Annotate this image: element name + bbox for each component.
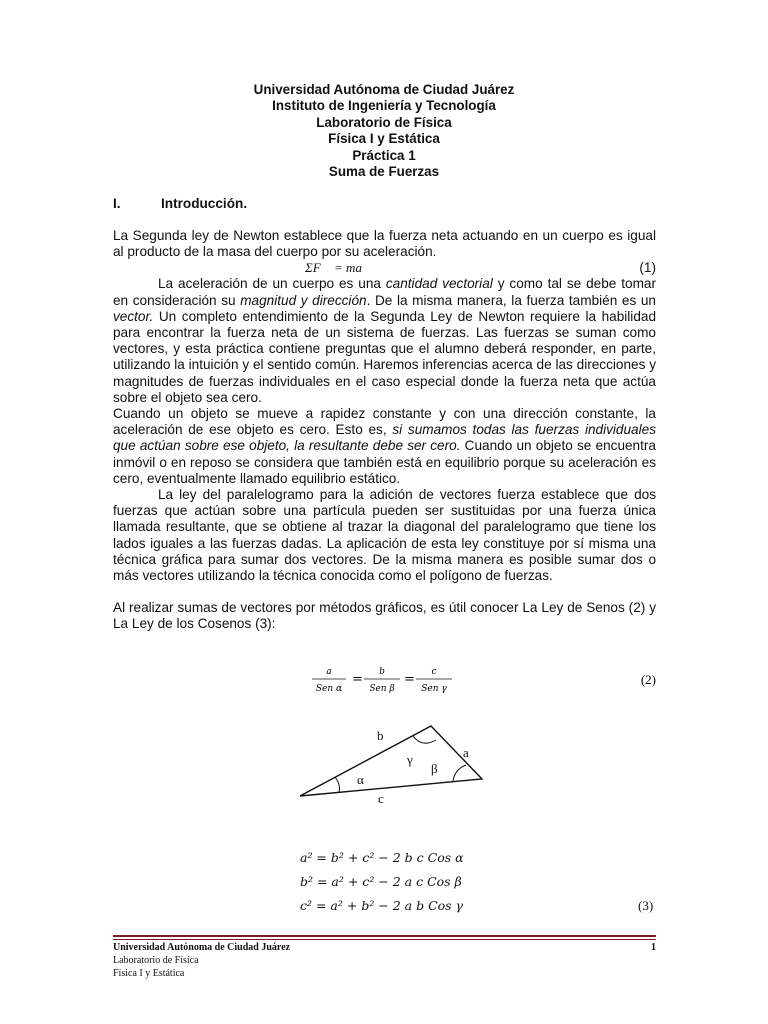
document-header (0, 82, 768, 180)
paragraph-equilibrium: Cuando un objeto se mueve a rapidez constante y con una dirección constante, la aceleración de ese objeto es cero. Esto es, si sumamos todas las fuerzas individuales que actúan sobre ese objeto, la resultante debe ser cero. Cuando un objeto se encuentra inmóvil o en reposo se considera que también está en equilibrio porque su aceleración es cero, eventualmente llamado equilibrio estático. (113, 406, 656, 486)
label-side-b: b (377, 728, 384, 743)
equation-1 (113, 260, 656, 276)
equation-3-number: (3) (638, 898, 654, 913)
eq2-num-a: a (326, 667, 332, 677)
angle-arc-gamma (413, 736, 436, 743)
practice-title: Suma de Fuerzas (328, 164, 440, 180)
cosine-law-b: b² = a² + c² − 2 a c Cos β (300, 874, 462, 889)
institute-name: Instituto de Ingeniería y Tecnología (272, 98, 496, 114)
lab-name: Laboratorio de Física (316, 114, 452, 130)
body-text-top (113, 228, 656, 633)
practice-number: Práctica 1 (352, 147, 416, 163)
equation-1-formula: ΣF⃗ = ma⃗ (305, 260, 373, 276)
paragraph-sine-cosine-laws: Al realizar sumas de vectores por métodos gráficos, es útil conocer La Ley de Senos (2) y La Ley de los Cosenos (3): (113, 600, 656, 632)
label-side-a: a (463, 745, 469, 760)
page-footer (113, 941, 656, 980)
label-beta: β (431, 761, 438, 776)
eq2-equals-2: = (404, 672, 415, 687)
university-name: Universidad Autónoma de Ciudad Juárez (253, 82, 515, 97)
label-alpha: α (357, 772, 364, 787)
footer-university: Universidad Autónoma de Ciudad Juárez (113, 942, 291, 953)
eq2-equals-1: = (352, 672, 363, 687)
page-number: 1 (651, 942, 656, 953)
paragraph-parallelogram-law: La ley del paralelogramo para la adición de vectores fuerza establece que dos fuerzas que actúan sobre una partícula pueden ser sustituidas por una fuerza única llamada resultante, que se obtiene al trazar la diagonal del paralelogramo que tiene los lados iguales a las fuerzas dadas. La aplicación de esta ley constituye por sí misma una técnica gráfica para sumar dos vectores. De la misma manera es posible sumar dos o más vectores utilizando la técnica conocida como el polígono de fuerzas. (113, 487, 656, 584)
equation-2-law-of-sines (300, 662, 660, 698)
triangle-shape (300, 726, 482, 796)
eq2-den-c: Sen γ (421, 684, 447, 694)
paragraph-newton-law: La Segunda ley de Newton establece que la fuerza neta actuando en un cuerpo es igual al producto de la masa del cuerpo por su aceleración. (113, 228, 656, 260)
eq2-num-c: c (431, 667, 437, 677)
cosine-law-a: a² = b² + c² − 2 b c Cos α (300, 850, 464, 865)
angle-arc-beta (453, 765, 466, 781)
paragraph-vector-quantity: La aceleración de un cuerpo es una cantidad vectorial y como tal se debe tomar en consideración su magnitud y dirección. De la misma manera, la fuerza también es un vector. Un completo entendimiento de la Segunda Ley de Newton requiere la habilidad para encontrar la fuerza neta de un sistema de fuerzas. Las fuerzas se suman como vectores, y esta práctica contiene preguntas que el alumno deberá responder, en parte, utilizando la intuición y el sentido común. Haremos inferencias acerca de las direcciones y magnitudes de fuerzas individuales en el caso especial donde la fuerza neta que actúa sobre el objeto sea cero. (113, 276, 656, 405)
footer-rule-thin (113, 939, 656, 940)
section-title: Introducción. (161, 196, 248, 211)
equation-2-number: (2) (640, 672, 656, 687)
eq2-num-b: b (379, 667, 385, 677)
eq2-den-b: Sen β (369, 684, 395, 694)
label-gamma: γ (407, 752, 413, 767)
equation-1-number: (1) (639, 260, 656, 276)
footer-lab: Laboratorio de Física (113, 955, 199, 966)
footer-rule-thick (113, 935, 656, 937)
triangle-diagram (290, 715, 500, 815)
section-heading (113, 196, 247, 211)
angle-arc-alpha (335, 777, 340, 792)
cosine-law-c: c² = a² + b² − 2 a b Cos γ (300, 898, 464, 913)
label-side-c: c (378, 791, 384, 806)
section-number: I. (113, 196, 121, 211)
eq2-den-a: Sen α (315, 684, 343, 694)
footer-course: Física I y Estática (113, 968, 185, 979)
course-name: Física I y Estática (328, 131, 440, 147)
